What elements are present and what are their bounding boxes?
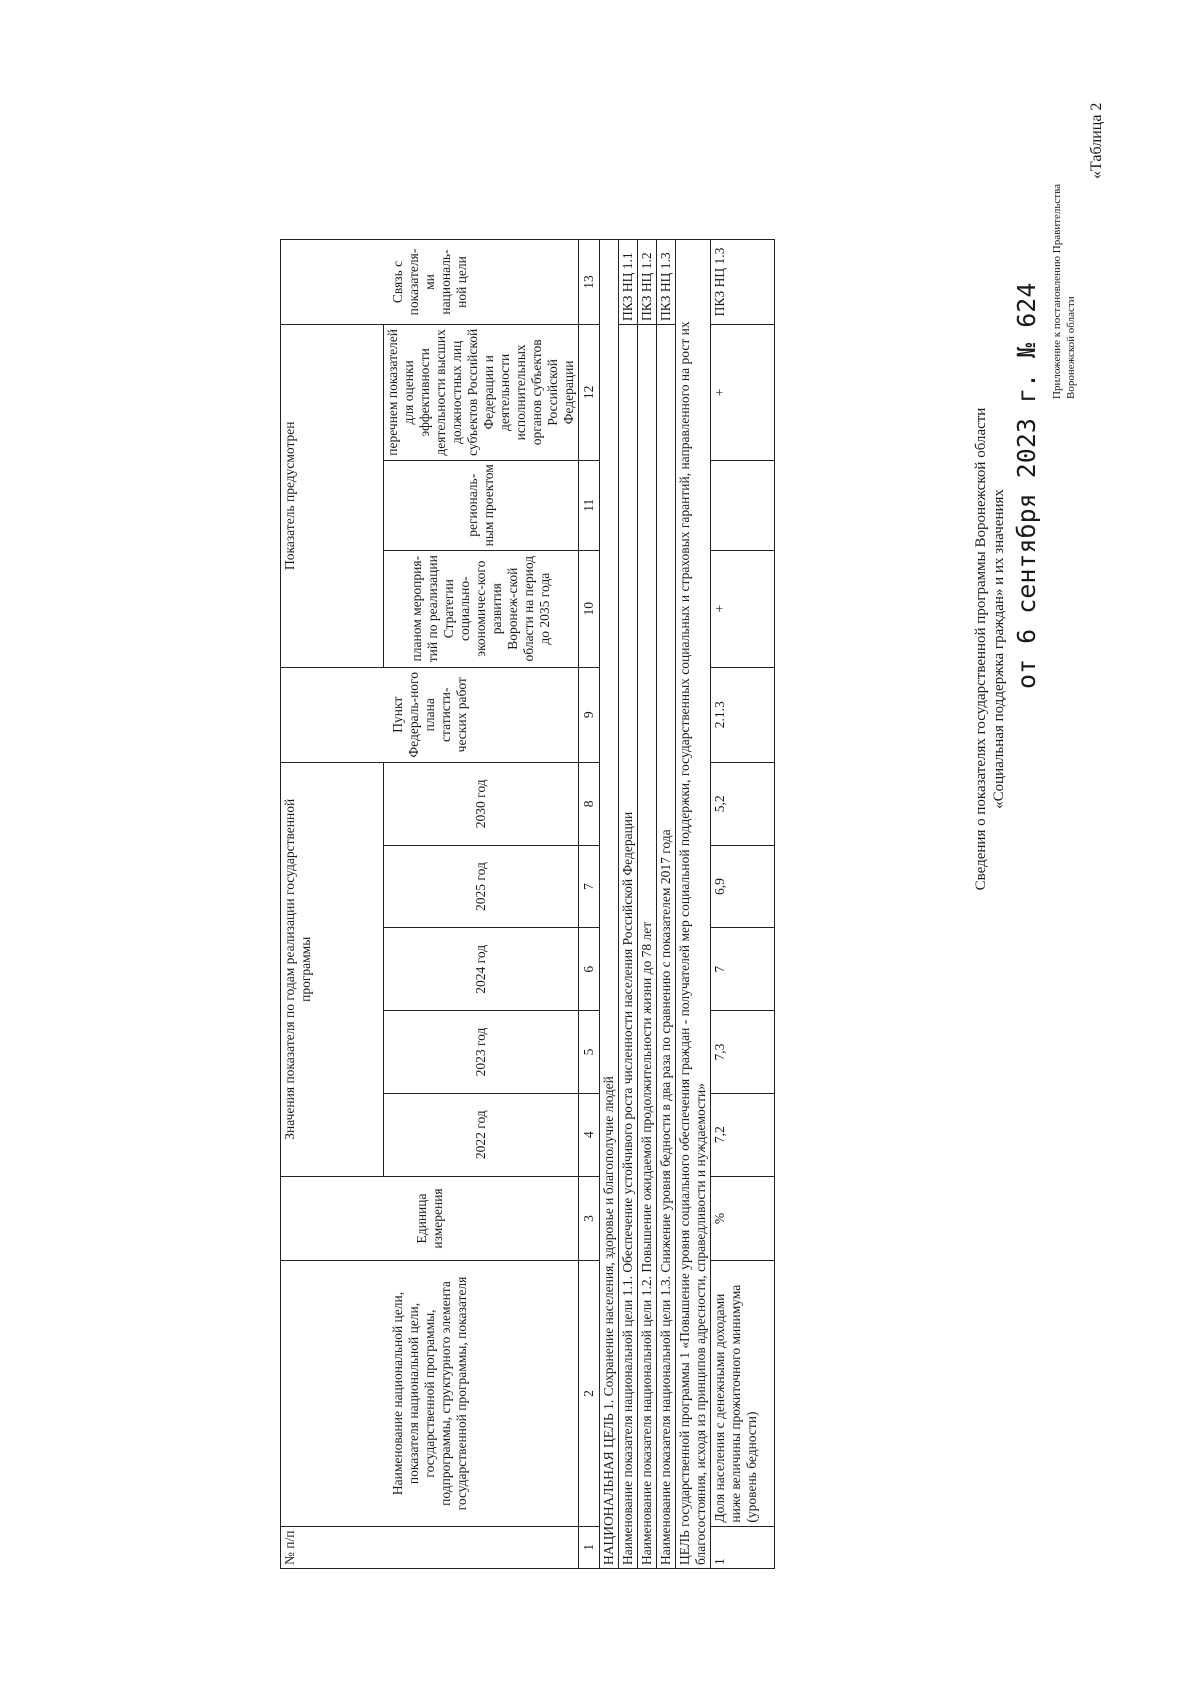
indicator-row: [657, 240, 676, 1569]
indicator-row: [619, 240, 638, 1569]
indicator-text: Наименование показателя национальной цели 1.1. Обеспечение устойчивого роста численности населения Российской Федерации: [619, 324, 638, 1568]
header-perechen: перечнем показателей для оценки эффективности деятельности высших должностных лиц субъектов Российской Федерации и деятельности исполнительных органов субъектов Российской Федерации: [384, 324, 579, 460]
header-values-group: Значения показателя по годам реализации государственной программы: [281, 762, 384, 1176]
header-provided-group: Показатель предусмотрен: [281, 324, 384, 667]
row-2025: 6,9: [711, 845, 775, 928]
col-num-7: 7: [579, 845, 600, 928]
indicator-code: ПКЗ НЦ 1.1: [619, 240, 638, 325]
col-num-9: 9: [579, 667, 600, 762]
header-2022: 2022 год: [384, 1093, 579, 1176]
col-num-13: 13: [579, 240, 600, 325]
national-goal-text: НАЦИОНАЛЬНАЯ ЦЕЛЬ 1. Сохранение населения, здоровье и благополучие людей: [600, 240, 619, 1569]
table-row: [711, 240, 775, 1569]
header-2023: 2023 год: [384, 1011, 579, 1094]
header-link: Связь с показателя-ми националь-ной цели: [281, 240, 579, 325]
col-num-5: 5: [579, 1011, 600, 1094]
row-punkt: 2.1.3: [711, 667, 775, 762]
title-line-1: Сведения о показателях государственной программы Воронежской области: [973, 407, 989, 891]
program-goal-row: [676, 240, 711, 1569]
header-2024: 2024 год: [384, 928, 579, 1011]
appendix-line-1: Приложение к постановлению Правительства: [1051, 183, 1063, 399]
indicator-row: [638, 240, 657, 1569]
row-num: 1: [711, 1526, 775, 1568]
row-unit: %: [711, 1176, 775, 1261]
row-2022: 7,2: [711, 1093, 775, 1176]
header-unit: Единица измерения: [281, 1176, 579, 1261]
appendix-line-2: Воронежской области: [1065, 296, 1077, 399]
col-num-4: 4: [579, 1093, 600, 1176]
indicator-code: ПКЗ НЦ 1.2: [638, 240, 657, 325]
header-2025: 2025 год: [384, 845, 579, 928]
header-name: Наименование национальной цели, показателя национальной цели, государственной программы, подпрограммы, структурного элемента государственной программы, показателя: [281, 1261, 579, 1526]
col-num-2: 2: [579, 1261, 600, 1526]
row-name: Доля населения с денежными доходами ниже величины прожиточного минимума (уровень бедности): [711, 1261, 775, 1526]
blank-margin: [0, 0, 1200, 104]
col-num-8: 8: [579, 762, 600, 845]
header-plan: планом мероприя-тий по реализации Стратегии социально-экономичес-кого развития Воронеж-ской области на период до 2035 года: [384, 550, 579, 667]
indicators-grid: [280, 239, 775, 1569]
col-num-10: 10: [579, 550, 600, 667]
row-perechen: +: [711, 324, 775, 460]
title-line-2: «Социальная поддержка граждан» и их значениях: [991, 489, 1007, 809]
header-punkt: Пункт Федераль-ного плана статисти-ческих работ: [281, 667, 579, 762]
row-regional: [711, 460, 775, 550]
national-goal-row: [600, 240, 619, 1569]
row-plan: +: [711, 550, 775, 667]
col-num-11: 11: [579, 460, 600, 550]
row-link: ПКЗ НЦ 1.3: [711, 240, 775, 325]
indicator-text: Наименование показателя национальной цели 1.2. Повышение ожидаемой продолжительности жизни до 78 лет: [638, 324, 657, 1568]
row-2023: 7,3: [711, 1011, 775, 1094]
indicator-code: ПКЗ НЦ 1.3: [657, 240, 676, 325]
header-regional: региональ-ным проектом: [384, 460, 579, 550]
col-num-3: 3: [579, 1176, 600, 1261]
header-2030: 2030 год: [384, 762, 579, 845]
decree-date: от 6 сентября 2023 г. № 624: [1012, 282, 1041, 689]
row-2030: 5,2: [711, 762, 775, 845]
col-num-12: 12: [579, 324, 600, 460]
col-num-6: 6: [579, 928, 600, 1011]
indicator-text: Наименование показателя национальной цели 1.3. Снижение уровня бедности в два раза по сравнению с показателем 2017 года: [657, 324, 676, 1568]
header-num: № п/п: [281, 1526, 579, 1568]
row-2024: 7: [711, 928, 775, 1011]
table-label: «Таблица 2: [1088, 102, 1105, 179]
column-numbers-row: [579, 240, 600, 1569]
table-frame: [280, 239, 1120, 1569]
program-goal-text: ЦЕЛЬ государственной программы 1 «Повышение уровня социального обеспечения граждан - получателей мер социальной поддержки, государственных социальных и страховых гарантий, направленного на рост их благосостояния, исходя из принципов адресности, справедливости и нуждаемости»: [676, 240, 711, 1569]
col-num-1: 1: [579, 1526, 600, 1568]
